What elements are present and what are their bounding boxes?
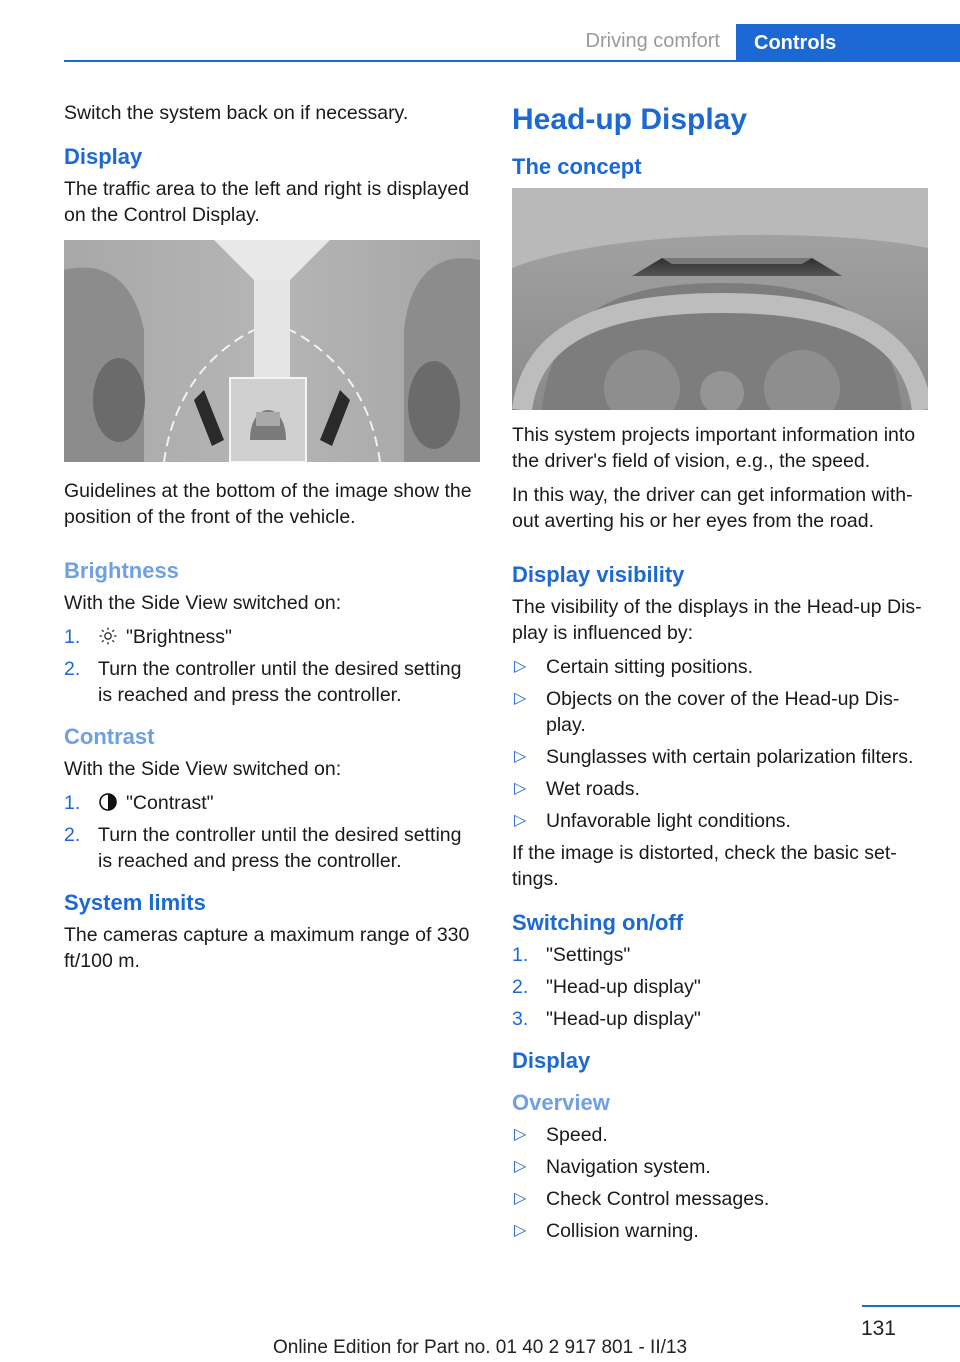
list-item: 1. "Settings" — [512, 944, 631, 966]
list-item: 3. "Head-up display" — [512, 1008, 701, 1030]
intro-text: Switch the system back on if necessary. — [64, 102, 409, 124]
list-item — [64, 790, 480, 816]
list-item: 2. "Head-up display" — [512, 976, 701, 998]
header-section-label: Driving comfort — [585, 30, 720, 52]
step-number: 1. — [64, 626, 81, 648]
list-item: ▷ Speed. — [514, 1124, 608, 1146]
overview-list — [512, 1122, 928, 1244]
triangle-bullet-icon: ▷ — [514, 1190, 527, 1207]
step-text: Turn the controller until the desired setting is reached and press the controller. — [98, 824, 462, 872]
list-item: ▷ Wet roads. — [514, 778, 640, 800]
concept-text-2: In this way, the driver can get information with-out averting his or her eyes from the road. — [512, 484, 913, 532]
list-item — [64, 656, 480, 708]
step-text: "Contrast" — [126, 792, 214, 814]
brightness-steps — [64, 624, 480, 708]
system-limits-heading: System limits — [64, 890, 206, 915]
visibility-list — [512, 654, 928, 834]
step-text: "Brightness" — [126, 626, 232, 648]
contrast-text: With the Side View switched on: — [64, 758, 342, 780]
contrast-heading: Contrast — [64, 724, 155, 749]
step-number: 1. — [64, 792, 81, 814]
list-item: ▷ Collision warning. — [514, 1220, 699, 1242]
triangle-bullet-icon: ▷ — [514, 780, 527, 797]
list-item: ▷ Navigation system. — [514, 1156, 711, 1178]
brightness-heading: Brightness — [64, 558, 179, 583]
list-item: ▷ Certain sitting positions. — [514, 656, 754, 678]
concept-text-1: This system projects important information into the driver's field of vision, e.g., the speed. — [512, 424, 916, 472]
list-item: ▷ Check Control messages. — [514, 1188, 770, 1210]
header-rule — [64, 60, 960, 62]
overview-heading: Overview — [512, 1090, 610, 1115]
page-title: Head-up Display — [512, 103, 748, 136]
list-item — [64, 822, 480, 874]
right-column — [512, 100, 928, 1250]
head-up-display-image — [512, 188, 928, 410]
image-caption: Guidelines at the bottom of the image show the position of the front of the vehicle. — [64, 480, 472, 528]
visibility-text: The visibility of the displays in the Head-up Dis-play is influenced by: — [512, 596, 922, 644]
triangle-bullet-icon: ▷ — [514, 812, 527, 829]
step-number: 2. — [64, 658, 81, 680]
header-chapter-tab: Controls — [736, 24, 960, 62]
page-header — [0, 24, 960, 62]
distorted-text: If the image is distorted, check the basic set-tings. — [512, 842, 897, 890]
brightness-text: With the Side View switched on: — [64, 592, 342, 614]
triangle-bullet-icon: ▷ — [514, 748, 527, 765]
triangle-bullet-icon: ▷ — [514, 1158, 527, 1175]
list-item — [64, 624, 480, 650]
contrast-steps — [64, 790, 480, 874]
page-number: 131 — [860, 1317, 896, 1340]
display-heading: Display — [64, 144, 143, 169]
switching-steps — [512, 942, 928, 1032]
side-view-image — [64, 240, 480, 462]
step-number: 2. — [64, 824, 81, 846]
triangle-bullet-icon: ▷ — [514, 1222, 527, 1239]
sun-icon — [98, 626, 118, 646]
step-text: Turn the controller until the desired setting is reached and press the controller. — [98, 658, 462, 706]
list-item: ▷ Sunglasses with certain polarization filters. — [514, 746, 914, 768]
triangle-bullet-icon: ▷ — [514, 1126, 527, 1143]
list-item: ▷ Unfavorable light conditions. — [514, 810, 791, 832]
concept-heading: The concept — [512, 154, 642, 179]
system-limits-text: The cameras capture a maximum range of 330 ft/100 m. — [64, 924, 470, 972]
list-item: ▷ Objects on the cover of the Head-up Dis-play. — [514, 688, 900, 736]
edition-note: Online Edition for Part no. 01 40 2 917 801 - II/13 — [272, 1337, 688, 1358]
switching-heading: Switching on/off — [512, 910, 684, 935]
footer-rule — [862, 1305, 960, 1307]
display-text: The traffic area to the left and right is displayed on the Control Display. — [64, 178, 470, 226]
triangle-bullet-icon: ▷ — [514, 690, 527, 707]
contrast-icon — [98, 792, 118, 812]
visibility-heading: Display visibility — [512, 562, 685, 587]
hud-display-heading: Display — [512, 1048, 591, 1073]
left-column — [64, 100, 480, 982]
triangle-bullet-icon: ▷ — [514, 658, 527, 675]
